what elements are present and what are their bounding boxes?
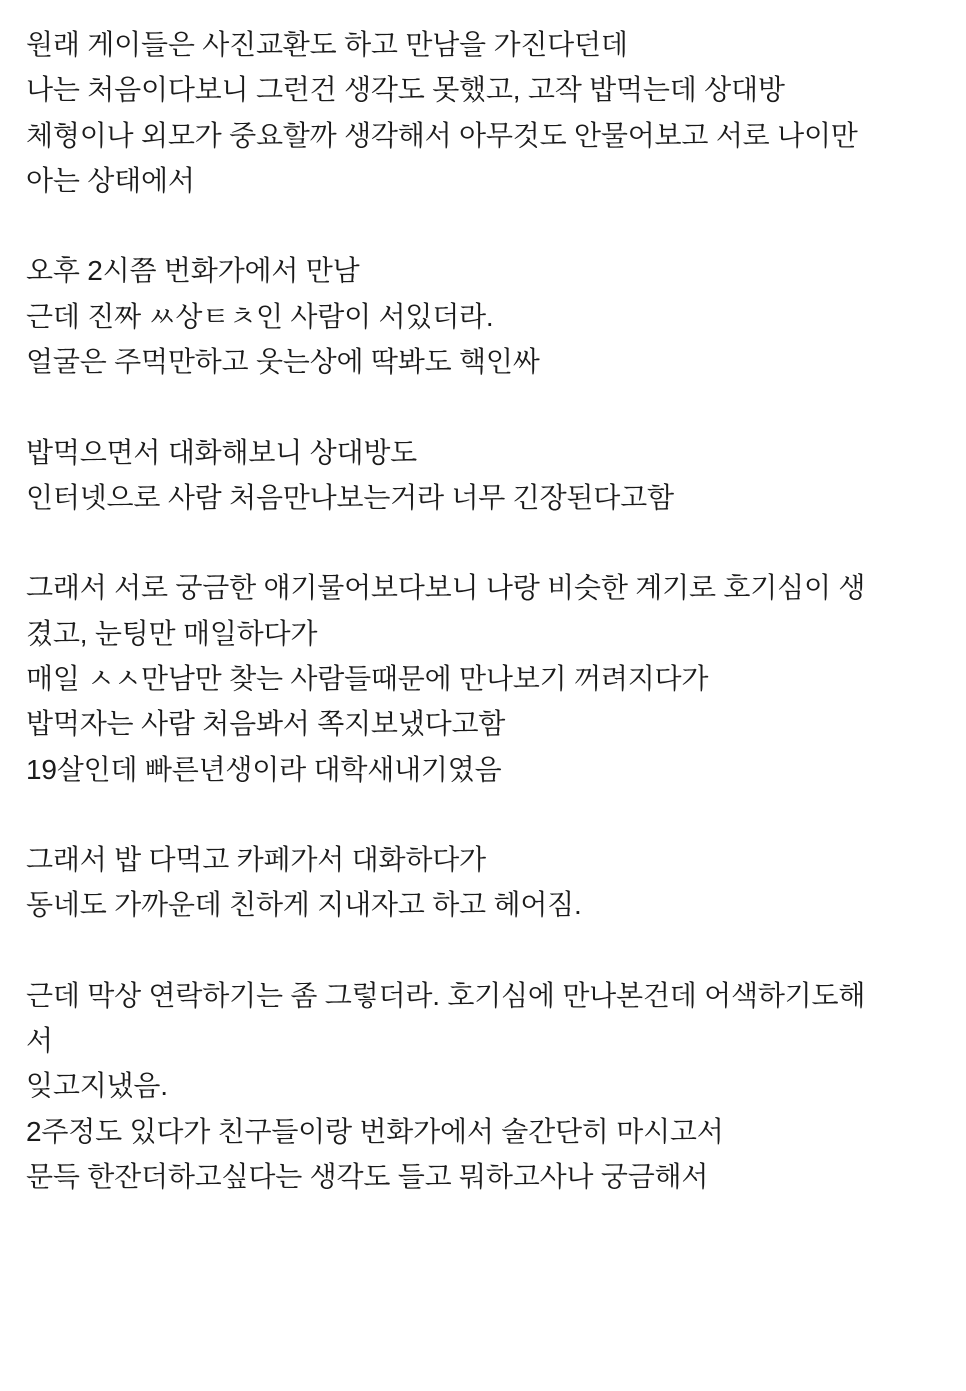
text-line: 밥먹으면서 대화해보니 상대방도 — [26, 436, 418, 468]
text-line: 그래서 밥 다먹고 카페가서 대화하다가 — [26, 844, 486, 876]
paragraph-3 — [26, 430, 940, 521]
post-body — [26, 22, 940, 1200]
paragraph-1 — [26, 22, 940, 203]
paragraph-2 — [26, 248, 940, 384]
text-line: 서 — [26, 1025, 53, 1057]
paragraph-spacer — [26, 203, 940, 248]
text-line: 겼고, 눈팅만 매일하다가 — [26, 617, 318, 649]
paragraph-4 — [26, 565, 940, 792]
text-line: 원래 게이들은 사진교환도 하고 만남을 가진다던데 — [26, 29, 628, 60]
paragraph-6 — [26, 973, 940, 1200]
text-line: 근데 진짜 ㅆ상ㅌㅊ인 사람이 서있더라. — [26, 300, 494, 332]
paragraph-spacer — [26, 928, 940, 973]
text-line: 밥먹자는 사람 처음봐서 쪽지보냈다고함 — [26, 708, 506, 740]
text-line: 얼굴은 주먹만하고 웃는상에 딱봐도 핵인싸 — [26, 346, 540, 378]
text-line: 근데 막상 연락하기는 좀 그렇더라. 호기심에 만나본건데 어색하기도해 — [26, 979, 866, 1011]
text-line: 잊고지냈음. — [26, 1070, 168, 1102]
text-line: 체형이나 외모가 중요할까 생각해서 아무것도 안물어보고 서로 나이만 — [26, 119, 858, 151]
paragraph-spacer — [26, 385, 940, 430]
text-line: 아는 상태에서 — [26, 165, 195, 197]
text-line: 매일 ㅅㅅ만남만 찾는 사람들때문에 만나보기 꺼려지다가 — [26, 662, 709, 694]
text-line: 19살인데 빠른년생이라 대학새내기였음 — [26, 753, 502, 785]
paragraph-spacer — [26, 792, 940, 837]
text-line: 문득 한잔더하고싶다는 생각도 들고 뭐하고사나 궁금해서 — [26, 1161, 709, 1193]
text-line: 2주정도 있다가 친구들이랑 번화가에서 술간단히 마시고서 — [26, 1115, 724, 1147]
text-line: 오후 2시쯤 번화가에서 만남 — [26, 255, 360, 287]
text-line: 나는 처음이다보니 그런건 생각도 못했고, 고작 밥먹는데 상대방 — [26, 74, 785, 106]
paragraph-5 — [26, 837, 940, 928]
text-line: 그래서 서로 궁금한 얘기물어보다보니 나랑 비슷한 계기로 호기심이 생 — [26, 572, 866, 604]
paragraph-spacer — [26, 520, 940, 565]
text-line: 동네도 가까운데 친하게 지내자고 하고 헤어짐. — [26, 889, 582, 921]
text-line: 인터넷으로 사람 처음만나보는거라 너무 긴장된다고함 — [26, 481, 674, 513]
